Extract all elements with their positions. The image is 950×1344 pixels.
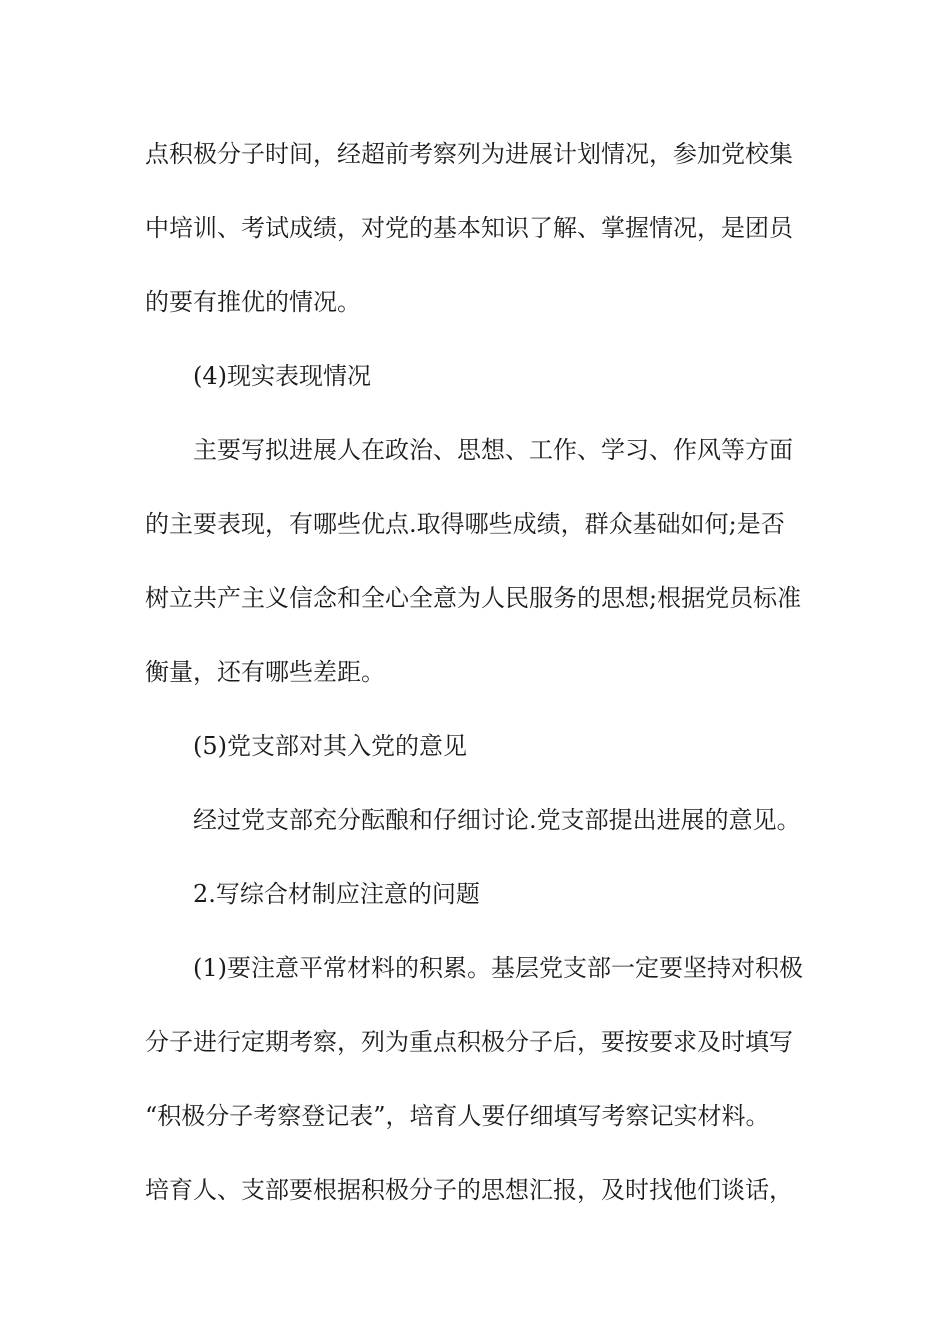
text-line-6: 的主要表现，有哪些优点.取得哪些成绩，群众基础如何;是否 xyxy=(145,510,785,538)
text-line-13: 分子进行定期考察，列为重点积极分子后，要按要求及时填写 xyxy=(145,1028,793,1056)
text-line-12: (1)要注意平常材料的积累。基层党支部一定要坚持对积极 xyxy=(193,954,803,982)
text-line-1: 点积极分子时间，经超前考察列为进展计划情况，参加党校集 xyxy=(145,140,793,168)
text-line-15: 培育人、支部要根据积极分子的思想汇报，及时找他们谈话， xyxy=(145,1176,793,1204)
text-line-14: “积极分子考察登记表”，培育人要仔细填写考察记实材料。 xyxy=(145,1102,770,1130)
section-heading-4: (4)现实表现情况 xyxy=(193,362,371,390)
text-line-2: 中培训、考试成绩，对党的基本知识了解、掌握情况，是团员 xyxy=(145,214,793,242)
text-line-5: 主要写拟进展人在政治、思想、工作、学习、作风等方面 xyxy=(193,436,793,464)
text-line-7: 树立共产主义信念和全心全意为人民服务的思想;根据党员标准 xyxy=(145,584,802,612)
text-line-8: 衡量，还有哪些差距。 xyxy=(145,658,385,686)
text-line-3: 的要有推优的情况。 xyxy=(145,288,361,316)
text-line-10: 经过党支部充分酝酿和仔细讨论.党支部提出进展的意见。 xyxy=(193,806,801,834)
section-heading-2: 2.写综合材制应注意的问题 xyxy=(193,880,480,908)
section-heading-5: (5)党支部对其入党的意见 xyxy=(193,732,467,760)
body-text xyxy=(145,129,810,1239)
